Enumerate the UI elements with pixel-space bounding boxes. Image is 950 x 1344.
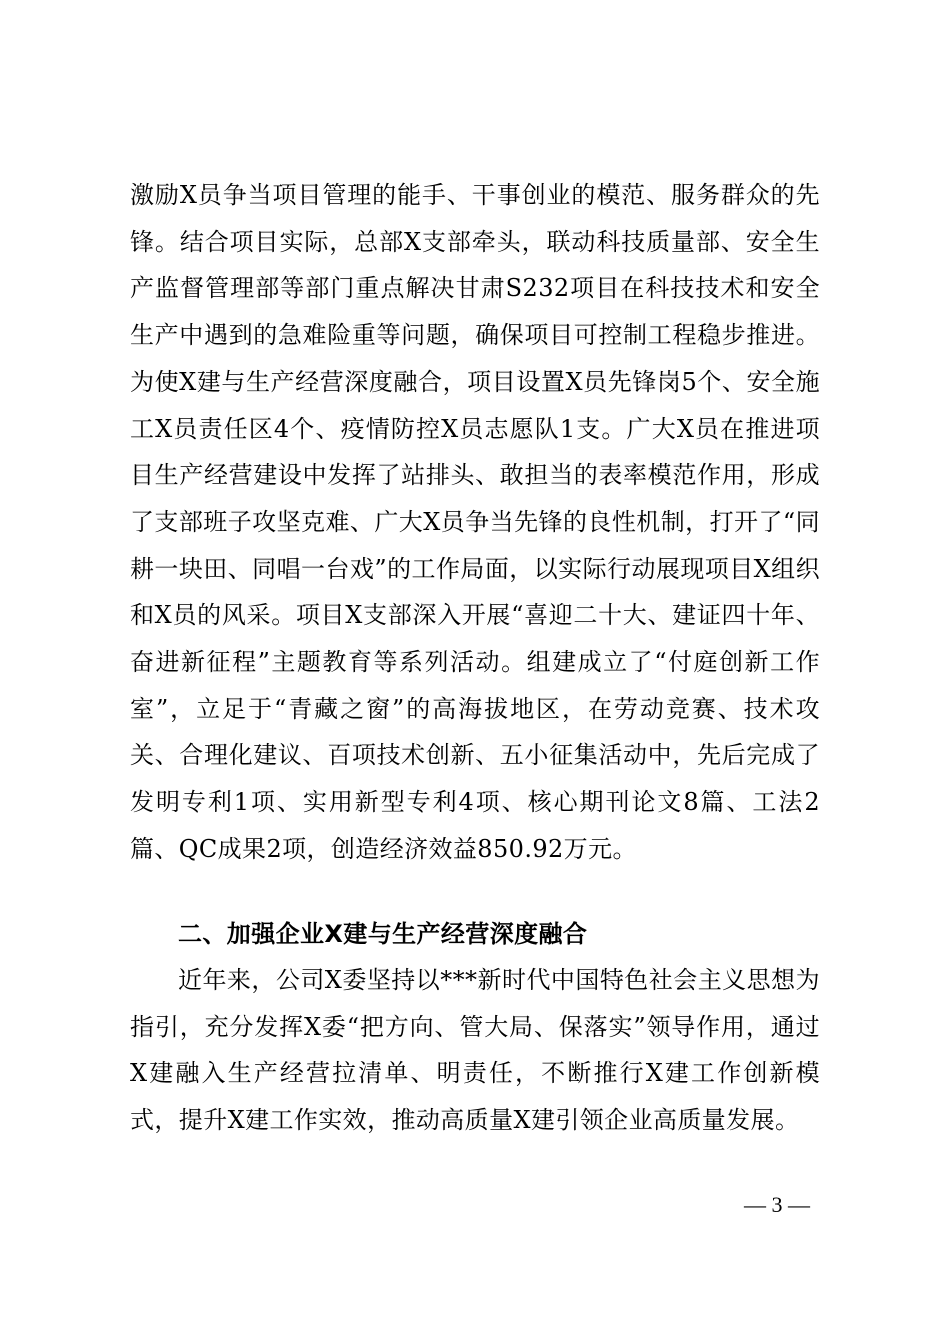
- body-paragraph-2: 近年来，公司X委坚持以***新时代中国特色社会主义思想为指引，充分发挥X委“把方向、管大局、保落实”领导作用，通过X建融入生产经营拉清单、明责任，不断推行X建工作创新模式，提升X建工作实效，推动高质量X建引领企业高质量发展。: [130, 966, 820, 1135]
- page-number: — 3 —: [744, 1192, 810, 1217]
- body-paragraph-1: 激励X员争当项目管理的能手、干事创业的模范、服务群众的先锋。结合项目实际，总部X支部牵头，联动科技质量部、安全生产监督管理部等部门重点解决甘肃S232项目在科技技术和安全生产中遇到的急难险重等问题，确保项目可控制工程稳步推进。为使X建与生产经营深度融合，项目设置X员先锋岗5个、安全施工X员责任区4个、疫情防控X员志愿队1支。广大X员在推进项目生产经营建设中发挥了站排头、敢担当的表率模范作用，形成了支部班子攻坚克难、广大X员争当先锋的良性机制，打开了“同耕一块田、同唱一台戏”的工作局面，以实际行动展现项目X组织和X员的风采。项目X支部深入开展“喜迎二十大、建证四十年、奋进新征程”主题教育等系列活动。组建成立了“付庭创新工作室”，立足于“青藏之窗”的高海拔地区，在劳动竞赛、技术攻关、合理化建议、百项技术创新、五小征集活动中，先后完成了发明专利1项、实用新型专利4项、核心期刊论文8篇、工法2篇、QC成果2项，创造经济效益850.92万元。: [130, 181, 820, 863]
- section-heading: 二、加强企业X建与生产经营深度融合: [178, 920, 588, 948]
